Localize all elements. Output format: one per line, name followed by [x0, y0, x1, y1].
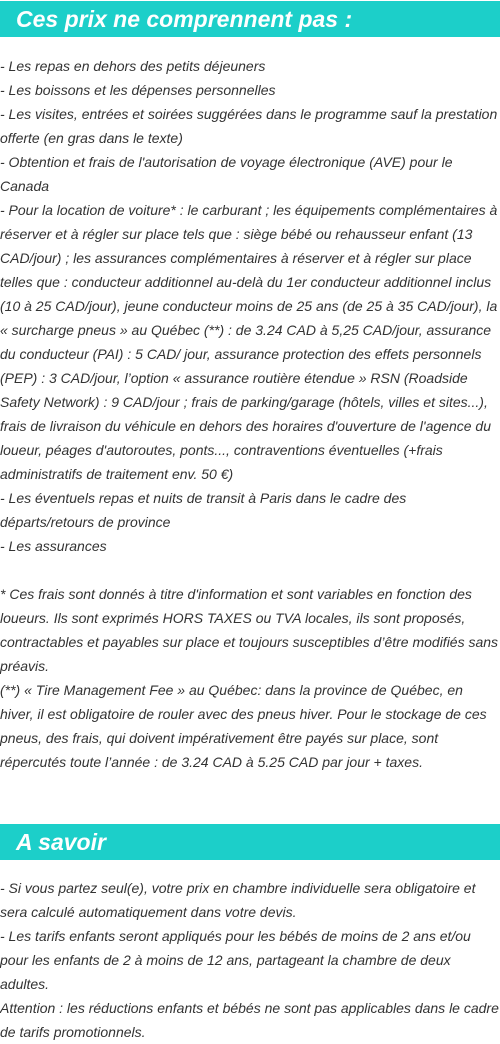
- exclusions-list: [0, 54, 500, 774]
- section-title: Ces prix ne comprennent pas :: [16, 6, 353, 32]
- list-item: - Obtention et frais de l'autorisation de voyage électronique (AVE) pour le Canada: [0, 154, 453, 194]
- list-item: - Les éventuels repas et nuits de transit à Paris dans le cadre des départs/retours de province: [0, 490, 407, 530]
- a-savoir-list: [0, 876, 500, 1044]
- list-item: - Les visites, entrées et soirées suggérées dans le programme sauf la prestation offerte (en gras dans le texte): [0, 106, 498, 146]
- footnote: * Ces frais sont donnés à titre d'information et sont variables en fonction des loueurs. Ils sont exprimés HORS TAXES ou TVA locales, ils sont proposés, contractables et payables sur place et toujours susceptibles d’être modifiés sans préavis.: [0, 586, 499, 674]
- list-item: - Pour la location de voiture* : le carburant ; les équipements complémentaires à réserver et à régler sur place tels que : siège bébé ou rehausseur enfant (13 CAD/jour) ; les assurances complémentaires à réserver et à régler sur place telles que : conducteur additionnel au-delà du 1er conducteur additionnel inclus (10 à 25 CAD/jour), jeune conducteur moins de 25 ans (de 25 à 35 CAD/jour), la « surcharge pneus » au Québec (**) : de 3.24 CAD à 5,25 CAD/jour, assurance du conducteur (PAI) : 5 CAD/ jour, assurance protection des effets personnels (PEP) : 3 CAD/jour, l’option « assurance routière étendue » RSN (Roadside Safety Network) : 9 CAD/jour ; frais de parking/garage (hôtels, villes et sites...), frais de livraison du véhicule en dehors des horaires d'ouverture de l'agence du loueur, péages d'autoroutes, ponts..., contraventions éventuelles (+frais administratifs de traitement env. 50 €): [0, 202, 498, 482]
- section-header-a-savoir: [0, 824, 500, 860]
- list-item: - Les repas en dehors des petits déjeuners: [0, 58, 266, 74]
- spacer: [0, 558, 500, 582]
- footnote: (**) « Tire Management Fee » au Québec: dans la province de Québec, en hiver, il est obligatoire de rouler avec des pneus hiver. Pour le stockage de ces pneus, des frais, qui doivent impérativement être payés sur place, sont répercutés toute l’année : de 3.24 CAD à 5.25 CAD par jour + taxes.: [0, 682, 487, 770]
- list-item: Attention : les réductions enfants et bébés ne sont pas applicables dans le cadre de tarifs promotionnels.: [0, 1000, 499, 1040]
- section-title: A savoir: [16, 829, 106, 855]
- section-header-exclusions: [0, 1, 500, 37]
- list-item: - Les tarifs enfants seront appliqués pour les bébés de moins de 2 ans et/ou pour les enfants de 2 à moins de 12 ans, partageant la chambre de deux adultes.: [0, 928, 471, 992]
- list-item: - Si vous partez seul(e), votre prix en chambre individuelle sera obligatoire et sera calculé automatiquement dans votre devis.: [0, 880, 476, 920]
- list-item: - Les assurances: [0, 538, 107, 554]
- list-item: - Les boissons et les dépenses personnelles: [0, 82, 276, 98]
